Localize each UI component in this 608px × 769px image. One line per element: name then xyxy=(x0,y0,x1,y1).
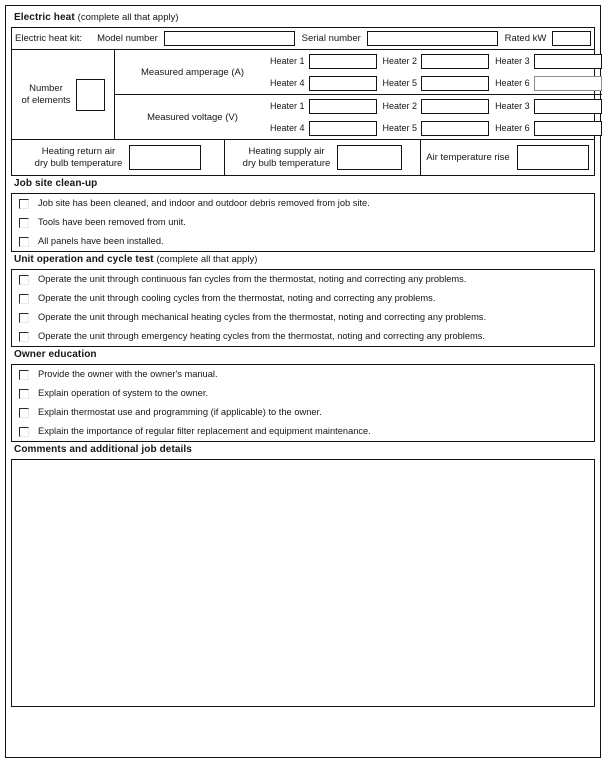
heating-supply-air-label: Heating supply air dry bulb temperature xyxy=(242,145,331,169)
amperage-heater-1-label: Heater 1 xyxy=(270,55,305,66)
serial-number-input[interactable] xyxy=(367,31,498,46)
measured-voltage-label: Measured voltage (V) xyxy=(147,111,238,123)
job-site-cleanup-checklist xyxy=(11,193,595,252)
amperage-heater-6-input[interactable] xyxy=(534,76,602,91)
amperage-heater-4-input[interactable] xyxy=(309,76,377,91)
section-title-comments: Comments and additional job details xyxy=(14,444,192,455)
checkbox-icon[interactable] xyxy=(19,389,29,399)
air-temperature-rise-cell xyxy=(420,140,594,175)
amperage-heater-1-input[interactable] xyxy=(309,54,377,69)
voltage-heater-6-input[interactable] xyxy=(534,121,602,136)
list-item-label: Explain operation of system to the owner. xyxy=(38,388,209,398)
amperage-heater-5 xyxy=(383,76,490,91)
electric-heat-table xyxy=(11,27,595,176)
voltage-heater-4-input[interactable] xyxy=(309,121,377,136)
unit-operation-checklist xyxy=(11,269,595,347)
checkbox-icon[interactable] xyxy=(19,408,29,418)
voltage-heater-5 xyxy=(383,121,490,136)
section-header-owner-education xyxy=(11,347,595,364)
voltage-heater-2-input[interactable] xyxy=(421,99,489,114)
owner-education-checklist xyxy=(11,364,595,442)
amperage-heater-3-input[interactable] xyxy=(534,54,602,69)
list-item[interactable] xyxy=(12,308,594,327)
section-title-electric-heat: Electric heat xyxy=(14,12,75,23)
section-subtitle-electric-heat: (complete all that apply) xyxy=(77,12,179,23)
list-item-label: Tools have been removed from unit. xyxy=(38,217,186,227)
amperage-row-2 xyxy=(270,72,602,94)
model-number-input[interactable] xyxy=(164,31,295,46)
voltage-heater-3 xyxy=(495,99,602,114)
rated-kw-label: Rated kW xyxy=(504,33,547,44)
amperage-heater-1 xyxy=(270,54,377,69)
checkbox-icon[interactable] xyxy=(19,218,29,228)
serial-number-label: Serial number xyxy=(301,33,361,44)
checkbox-icon[interactable] xyxy=(19,275,29,285)
checkbox-icon[interactable] xyxy=(19,294,29,304)
heating-return-air-label: Heating return air dry bulb temperature xyxy=(34,145,123,169)
list-item-label: Explain thermostat use and programming (if applicable) to the owner. xyxy=(38,407,322,417)
checkbox-icon[interactable] xyxy=(19,237,29,247)
voltage-heater-3-label: Heater 3 xyxy=(495,100,530,111)
list-item-label: Operate the unit through cooling cycles from the thermostat, noting and correcting any problems. xyxy=(38,293,436,303)
air-temperature-rise-label: Air temperature rise xyxy=(426,151,510,163)
voltage-heater-4 xyxy=(270,121,377,136)
number-of-elements-cell xyxy=(12,50,115,139)
checkbox-icon[interactable] xyxy=(19,332,29,342)
checkbox-icon[interactable] xyxy=(19,199,29,209)
heating-return-air-cell xyxy=(12,140,224,175)
voltage-heater-4-label: Heater 4 xyxy=(270,122,305,133)
amperage-heater-5-label: Heater 5 xyxy=(382,77,418,88)
amperage-heater-5-input[interactable] xyxy=(421,76,489,91)
amperage-heater-6-label: Heater 6 xyxy=(495,77,530,88)
model-number-label: Model number xyxy=(97,33,158,44)
list-item[interactable] xyxy=(12,270,594,289)
heating-supply-air-cell xyxy=(224,140,420,175)
section-header-comments xyxy=(11,442,595,459)
section-subtitle-unit-operation: (complete all that apply) xyxy=(156,254,258,265)
electric-heat-kit-label: Electric heat kit: xyxy=(15,33,83,44)
temperature-row xyxy=(12,139,594,175)
list-item[interactable] xyxy=(12,289,594,308)
list-item-label: Provide the owner with the owner's manual. xyxy=(38,369,218,379)
voltage-heater-3-input[interactable] xyxy=(534,99,602,114)
form-page xyxy=(5,5,601,758)
voltage-heater-6 xyxy=(495,121,602,136)
voltage-heater-6-label: Heater 6 xyxy=(495,122,530,133)
voltage-heater-5-label: Heater 5 xyxy=(382,122,418,133)
voltage-heater-1-input[interactable] xyxy=(309,99,377,114)
amperage-heater-3 xyxy=(495,54,602,69)
list-item[interactable] xyxy=(12,232,594,251)
amperage-row-1 xyxy=(270,50,602,72)
list-item[interactable] xyxy=(12,365,594,384)
checkbox-icon[interactable] xyxy=(19,370,29,380)
list-item[interactable] xyxy=(12,327,594,346)
list-item[interactable] xyxy=(12,403,594,422)
rated-kw-input[interactable] xyxy=(552,31,591,46)
measured-amperage-label: Measured amperage (A) xyxy=(141,66,244,78)
list-item-label: Operate the unit through mechanical heating cycles from the thermostat, noting and correcting any problems. xyxy=(38,312,487,322)
voltage-heater-1 xyxy=(270,99,377,114)
list-item-label: Job site has been cleaned, and indoor and outdoor debris removed from job site. xyxy=(38,198,370,208)
list-item-label: All panels have been installed. xyxy=(38,236,164,246)
section-header-unit-operation xyxy=(11,252,595,269)
list-item[interactable] xyxy=(12,213,594,232)
list-item[interactable] xyxy=(12,384,594,403)
voltage-row-1 xyxy=(270,95,602,117)
section-header-electric-heat xyxy=(11,10,595,27)
list-item[interactable] xyxy=(12,422,594,441)
amperage-heater-2-input[interactable] xyxy=(421,54,489,69)
section-title-job-site-cleanup: Job site clean-up xyxy=(14,178,98,189)
amperage-heater-2 xyxy=(383,54,490,69)
checkbox-icon[interactable] xyxy=(19,427,29,437)
number-of-elements-input[interactable] xyxy=(76,79,105,111)
checkbox-icon[interactable] xyxy=(19,313,29,323)
voltage-row-2 xyxy=(270,117,602,139)
comments-textarea[interactable] xyxy=(11,459,595,707)
voltage-heater-2 xyxy=(383,99,490,114)
measured-voltage-block xyxy=(115,94,602,139)
heating-return-air-input[interactable] xyxy=(129,145,201,170)
section-title-unit-operation: Unit operation and cycle test xyxy=(14,254,154,265)
voltage-heater-2-label: Heater 2 xyxy=(382,100,418,111)
amperage-heater-2-label: Heater 2 xyxy=(382,55,418,66)
list-item[interactable] xyxy=(12,194,594,213)
section-title-owner-education: Owner education xyxy=(14,349,97,360)
voltage-heater-5-input[interactable] xyxy=(421,121,489,136)
amperage-heater-4-label: Heater 4 xyxy=(270,77,305,88)
list-item-label: Operate the unit through continuous fan cycles from the thermostat, noting and correcting any problems. xyxy=(38,274,467,284)
voltage-heater-1-label: Heater 1 xyxy=(270,100,305,111)
electric-heat-kit-row xyxy=(12,28,594,49)
amperage-heater-4 xyxy=(270,76,377,91)
air-temperature-rise-input[interactable] xyxy=(517,145,589,170)
list-item-label: Explain the importance of regular filter replacement and equipment maintenance. xyxy=(38,426,371,436)
number-of-elements-label: Number of elements xyxy=(21,82,71,106)
section-header-job-site-cleanup xyxy=(11,176,595,193)
heating-supply-air-input[interactable] xyxy=(337,145,402,170)
amperage-heater-6 xyxy=(495,76,602,91)
list-item-label: Operate the unit through emergency heating cycles from the thermostat, noting and correcting any problems. xyxy=(38,331,486,341)
heater-measurement-grid xyxy=(12,49,594,139)
amperage-heater-3-label: Heater 3 xyxy=(495,55,530,66)
measured-amperage-block xyxy=(115,50,602,94)
